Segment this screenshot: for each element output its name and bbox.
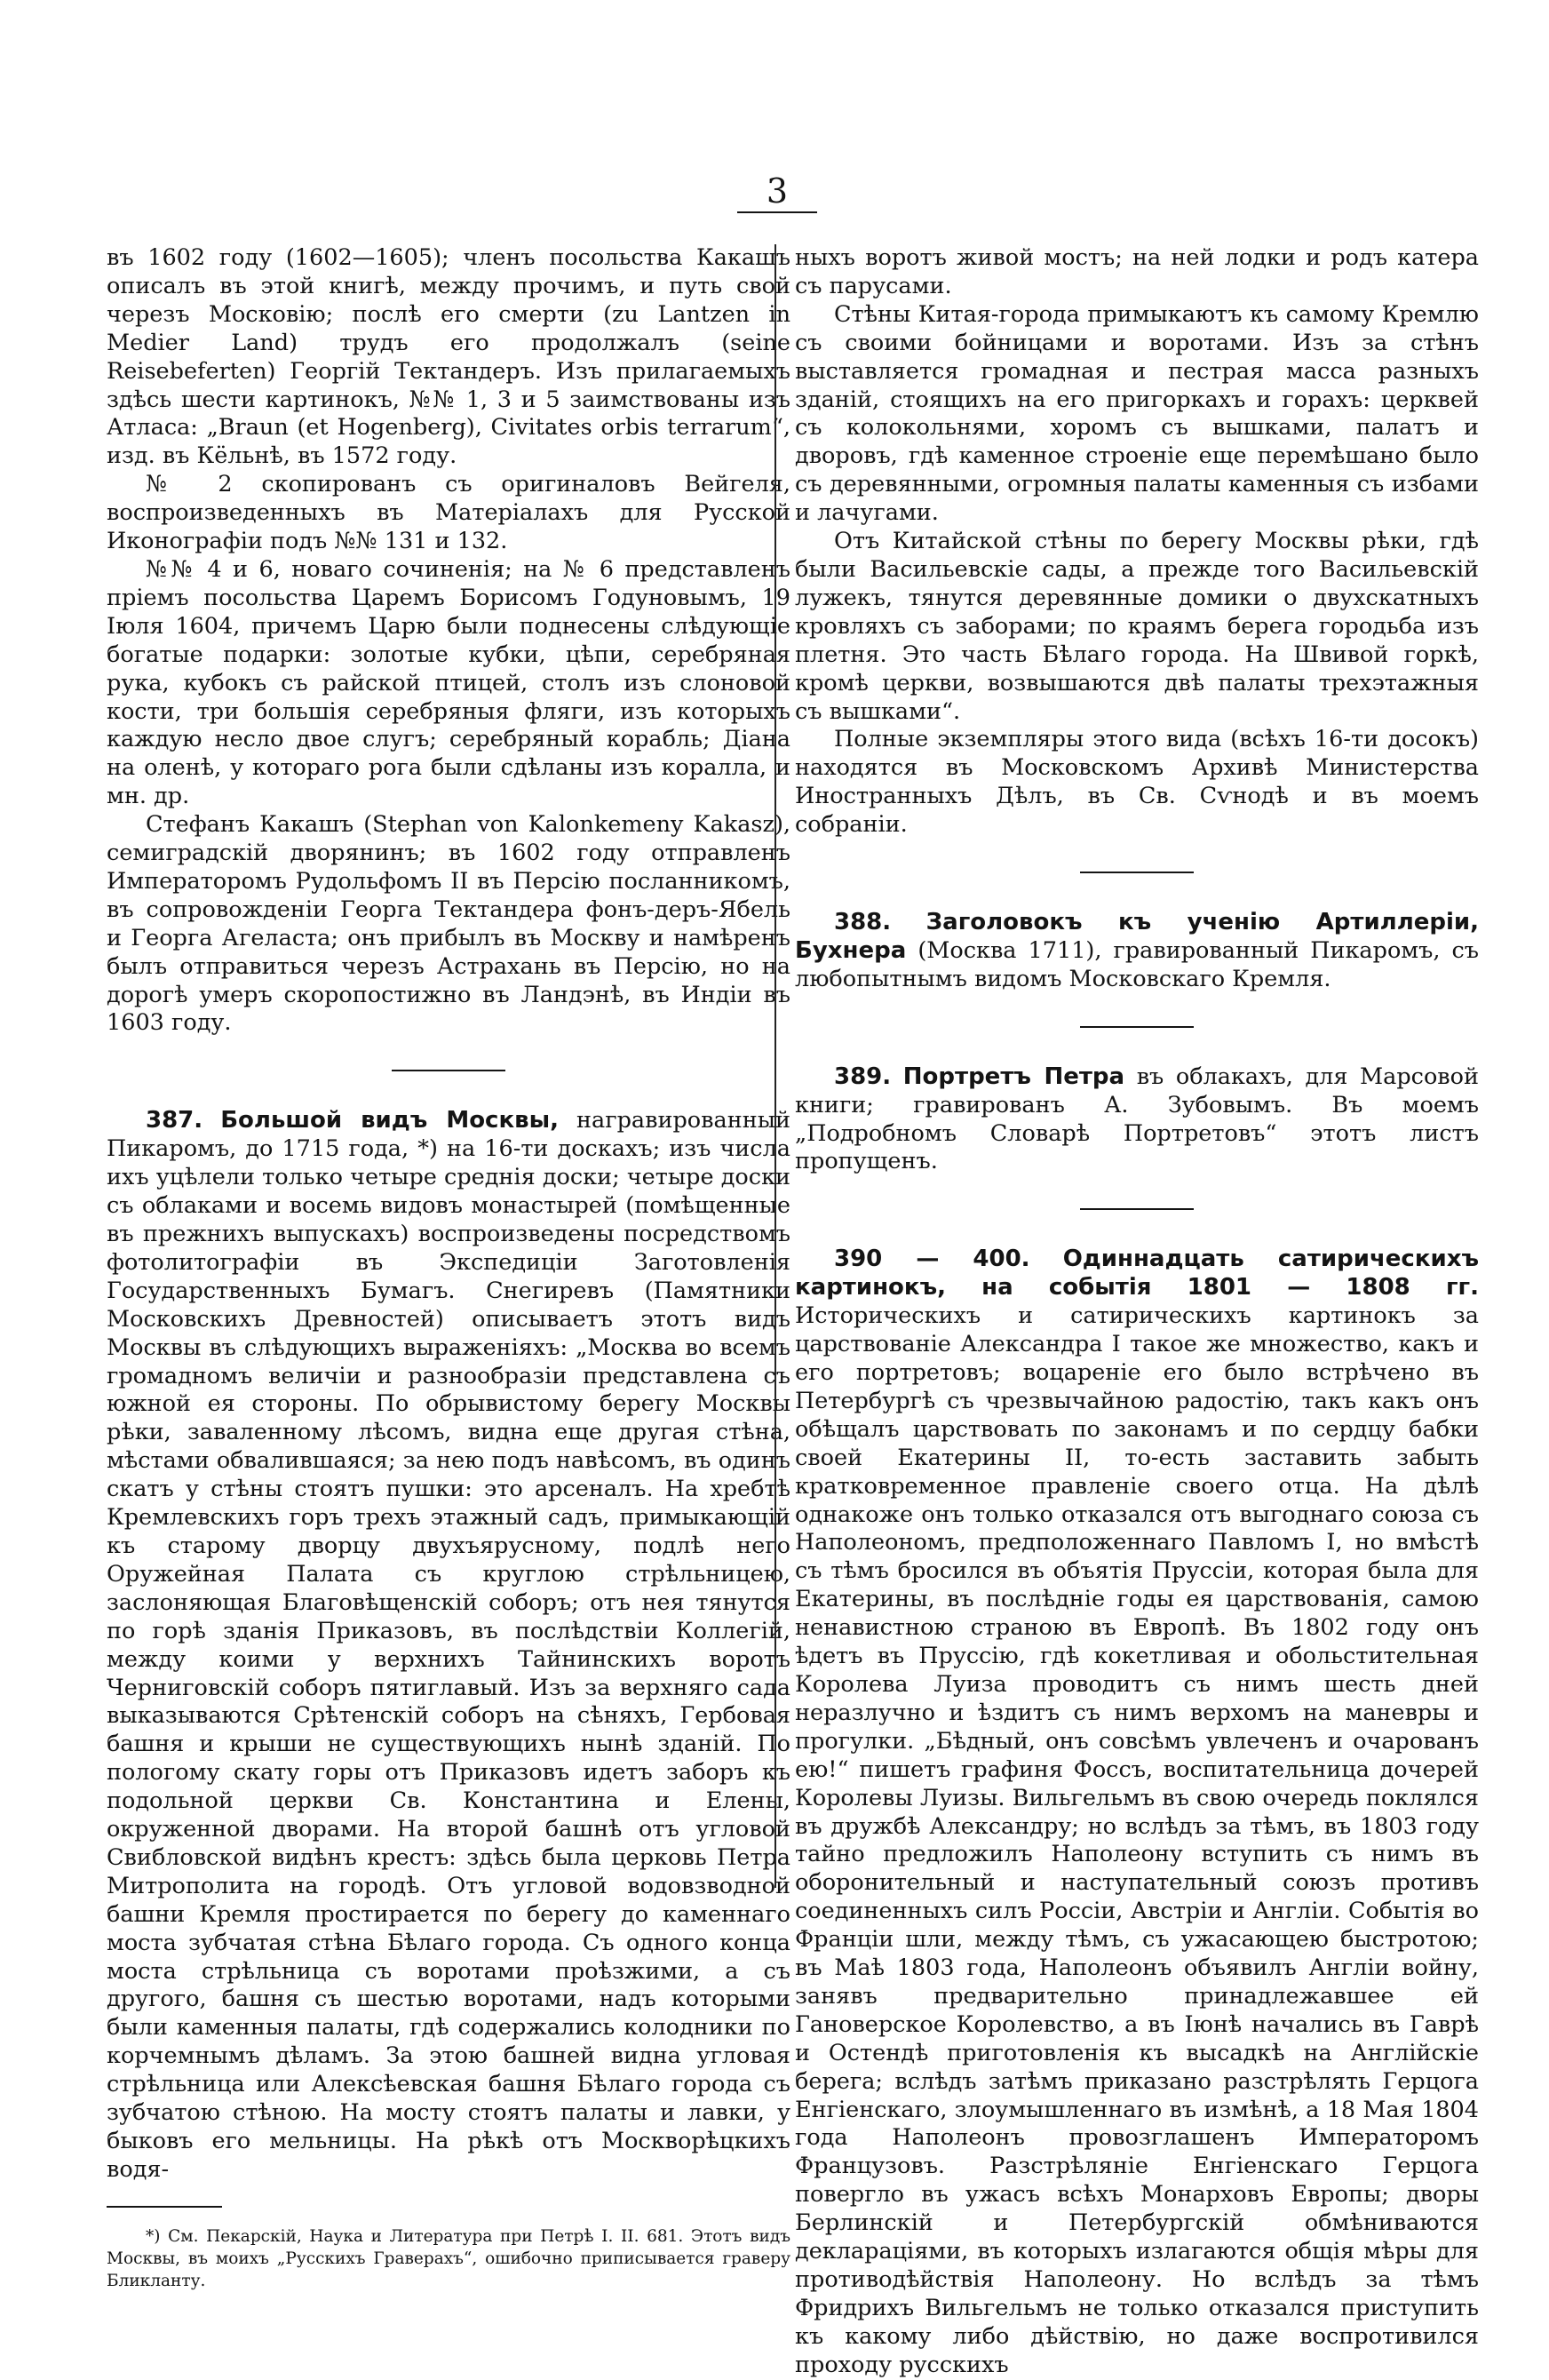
entry-387-number: 387. xyxy=(146,1107,203,1134)
entry-388-title: Заголовокъ къ ученію Артиллеріи, Бухнера xyxy=(795,909,1480,964)
entry-390-title: Одиннадцать сатирическихъ картинокъ, на событія 1801 — 1808 гг. xyxy=(795,1246,1480,1301)
separator-rule xyxy=(1080,1026,1194,1028)
right-paragraph-1: ныхъ воротъ живой мостъ; на ней лодки и родъ катера съ парусами. xyxy=(795,244,1479,299)
left-paragraph-4: Стефанъ Какашъ (Stephan von Kalonkemeny Kakasz), семиградскій дворянинъ; въ 1602 году отправленъ Императоромъ Рудольфомъ II въ Персію посланникомъ, въ сопровожденіи Георга Тектандера фонъ-деръ-Ябель и Георга Агеласта; онъ прибылъ въ Москву и намѣренъ былъ отправиться черезъ Астрахань въ Персію, но на дорогѣ умеръ скоропостижно въ Ландэнѣ, въ Индіи въ 1603 году. xyxy=(107,811,790,1037)
footnote-rule xyxy=(107,2206,222,2208)
separator-rule xyxy=(392,1070,505,1071)
left-paragraph-1: въ 1602 году (1602—1605); членъ посольства Какашъ описалъ въ этой книгѣ, между прочимъ, и путь свой черезъ Московію; послѣ его смерти (zu Lantzen in Medier Land) трудъ его продолжалъ (seine Reisebeferten) Георгій Тектандеръ. Изъ прилагаемыхъ здѣсь шести картинокъ, №№ 1, 3 и 5 заимствованы изъ Атласа: „Braun (et Hogenberg), Civitates orbis terrarum“, изд. въ Кёльнѣ, въ 1572 году. xyxy=(107,244,790,470)
entry-390 xyxy=(795,1246,1479,2379)
entry-390-number: 390 — 400. xyxy=(834,1246,1030,1273)
page-number: 3 xyxy=(766,171,789,211)
separator-rule xyxy=(1080,1208,1194,1210)
right-column xyxy=(795,244,1479,2380)
footnote: *) См. Пекарскій, Наука и Литература при Петрѣ I. II. 681. Этотъ видъ Москвы, въ моихъ „Русскихъ Граверахъ“, ошибочно приписывается граверу Бликланту. xyxy=(107,2226,790,2290)
entry-388-number: 388. xyxy=(834,909,892,936)
right-paragraph-4: Полные экземпляры этого вида (всѣхъ 16-ти досокъ) находятся въ Московскомъ Архивѣ Министерства Иностранныхъ Дѣлъ, въ Св. Сѵнодѣ и въ моемъ собраніи. xyxy=(795,726,1479,839)
entry-388-text: (Москва 1711), гравированный Пикаромъ, съ любопытнымъ видомъ Московскаго Кремля. xyxy=(795,936,1479,992)
entry-390-text: Историческихъ и сатирическихъ картинокъ за царствованіе Александра I такое же множество, какъ и его портретовъ; воцареніе его было встрѣчено въ Петербургѣ съ чрезвычайною радостію, такъ какъ онъ обѣщалъ царствовать по законамъ и по сердцу бабки своей Екатерины II, то-есть заставить забыть кратковременное правленіе своего отца. На дѣлѣ однакоже онъ только отказался отъ выгоднаго союза съ Наполеономъ, предположеннаго Павломъ I, но вмѣстѣ съ тѣмъ бросился въ объятія Пруссіи, которая была для Екатерины, въ послѣдніе годы ея царствованія, самою ненавистною страною въ Европѣ. Въ 1802 году онъ ѣдетъ въ Пруссію, гдѣ кокетливая и обольстительная Королева Луиза проводитъ съ нимъ шесть дней неразлучно и ѣздитъ съ нимъ верхомъ на маневры и прогулки. „Бѣдный, онъ совсѣмъ увлеченъ и очарованъ ею!“ пишетъ графиня Фоссъ, воспитательница дочерей Королевы Луизы. Вильгельмъ въ свою очередь поклялся въ дружбѣ Александру; но вслѣдъ за тѣмъ, въ 1803 году тайно предложилъ Наполеону вступить съ нимъ въ оборонительный и наступательный союзъ противъ соединенныхъ силъ Россіи, Австріи и Англіи. Событія во Франціи шли, между тѣмъ, съ ужасающею быстротою; въ Маѣ 1803 года, Наполеонъ объявилъ Англіи войну, занявъ предварительно принадлежавшее ей Гановерское Королевство, а въ Іюнѣ начались въ Гаврѣ и Остендѣ приготовленія къ высадкѣ на Англійскіе берега; вслѣдъ затѣмъ приказано разстрѣлять Герцога Енгіенскаго, злоумышленнаго въ измѣнѣ, а 18 Мая 1804 года Наполеонъ провозглашенъ Императоромъ Французовъ. Разстрѣляніе Енгіенскаго Герцога повергло въ ужасъ всѣхъ Монарховъ Европы; дворы Берлинскій и Петербургскій обмѣниваются декларацiями, въ которыхъ излагаются общія мѣры для противодѣйствія Наполеону. Но вслѣдъ за тѣмъ Фридрихъ Вильгельмъ не только отказался приступить къ какому либо дѣйствію, но даже воспротивился проходу русскихъ xyxy=(795,1302,1479,2378)
entry-389-text: въ облакахъ, для Марсовой книги; гравированъ А. Зубовымъ. Въ моемъ „Подробномъ Словарѣ Портретовъ“ этотъ листъ пропущенъ. xyxy=(795,1063,1480,1175)
page-number-rule xyxy=(737,211,817,213)
separator-rule xyxy=(1080,872,1194,873)
left-column xyxy=(107,244,790,2292)
entry-387 xyxy=(107,1107,790,2184)
entry-388 xyxy=(795,909,1479,994)
column-divider xyxy=(774,244,776,1888)
entry-389 xyxy=(795,1063,1479,1177)
right-paragraph-2: Стѣны Китая-города примыкаютъ къ самому Кремлю съ своими бойницами и воротами. Изъ за стѣнъ выставляется громадная и пестрая масса разныхъ зданій, стоящихъ на его пригоркахъ и горахъ: церквей съ колокольнями, хоромъ съ вышками, палатъ и дворовъ, гдѣ каменное строеніе еще перемѣшано было съ деревянными, огромныя палаты каменныя съ избами и лачугами. xyxy=(795,300,1479,527)
left-paragraph-3: №№ 4 и 6, новаго сочиненія; на № 6 представленъ пріемъ посольства Царемъ Борисомъ Годуновымъ, 19 Іюля 1604, причемъ Царю были поднесены слѣдующіе богатые подарки: золотые кубки, цѣпи, серебряная рука, кубокъ съ райской птицей, столъ изъ слоновой кости, три большія серебряныя фляги, изъ которыхъ каждую несло двое слугъ; серебряный корабль; Діана на оленѣ, у котораго рога были сдѣланы изъ коралла, и мн. др. xyxy=(107,555,790,810)
entry-389-number: 389. xyxy=(834,1063,892,1090)
left-paragraph-2: № 2 скопированъ съ оригиналовъ Вейгеля, воспроизведенныхъ въ Матеріалахъ для Русской Иконографіи подъ №№ 131 и 132. xyxy=(107,471,790,555)
right-paragraph-3: Отъ Китайской стѣны по берегу Москвы рѣки, гдѣ были Васильевскіе сады, а прежде того Васильевскій лужекъ, тянутся деревянные домики о двухскатныхъ кровляхъ съ заборами; по краямъ берега городьба изъ плетня. Это часть Бѣлаго города. На Швивой горкѣ, кромѣ церкви, возвышаются двѣ палаты трехэтажныя съ вышками“. xyxy=(795,528,1479,725)
entry-387-text: награвированный Пикаромъ, до 1715 года, *) на 16-ти доскахъ; изъ числа ихъ уцѣлели только четыре среднія доски; четыре доски съ облаками и восемь видовъ монастырей (помѣщенные въ прежнихъ выпускахъ) воспроизведены посредствомъ фотолитографіи въ Экспедиціи Заготовленія Государственныхъ Бумагъ. Снегиревъ (Памятники Московскихъ Древностей) описываетъ этотъ видъ Москвы въ слѣдующихъ выраженіяхъ: „Москва во всемъ громадномъ величіи и разнообразіи представлена съ южной ея стороны. По обрывистому берегу Москвы рѣки, заваленному лѣсомъ, видна еще другая стѣна, мѣстами обвалившаяся; за нею подъ навѣсомъ, въ одинъ скатъ у стѣны стоятъ пушки: это арсеналъ. На хребтѣ Кремлевскихъ горъ трехъ этажный садъ, примыкающій къ старому дворцу двухъярусному, подлѣ него Оружейная Палата съ круглою стрѣльницею, заслоняющая Благовѣщенскій соборъ; отъ нея тянутся по горѣ зданія Приказовъ, въ послѣдствіи Коллегій, между коими у верхнихъ Тайнинскихъ воротъ Черниговскій соборъ пятиглавый. Изъ за верхняго сада выказываются Срѣтенскій соборъ на сѣняхъ, Гербовая башня и крыши не существующихъ нынѣ зданій. По пологому скату горы отъ Приказовъ идетъ заборъ къ подольной церкви Св. Константина и Елены, окруженной дворами. На второй башнѣ отъ угловой Свибловской видѣнъ крестъ: здѣсь была церковь Петра Митрополита на городѣ. Отъ угловой водовзводной башни Кремля простирается по берегу до каменнаго моста зубчатая стѣна Бѣлаго города. Съ одного конца моста стрѣльница съ воротами проѣзжими, а съ другого, башня съ шестью воротами, надъ которыми были каменныя палаты, гдѣ содержались колодники по корчемнымъ дѣламъ. За этою башней видна угловая стрѣльница или Алексѣевская башня Бѣлаго города съ зубчатою стѣною. На мосту стоятъ палаты и лавки, у быковъ его мельницы. На рѣкѣ отъ Москворѣцкихъ водя- xyxy=(107,1107,791,2183)
entry-389-title: Портретъ Петра xyxy=(902,1063,1125,1090)
entry-387-title: Большой видъ Москвы, xyxy=(220,1107,559,1134)
